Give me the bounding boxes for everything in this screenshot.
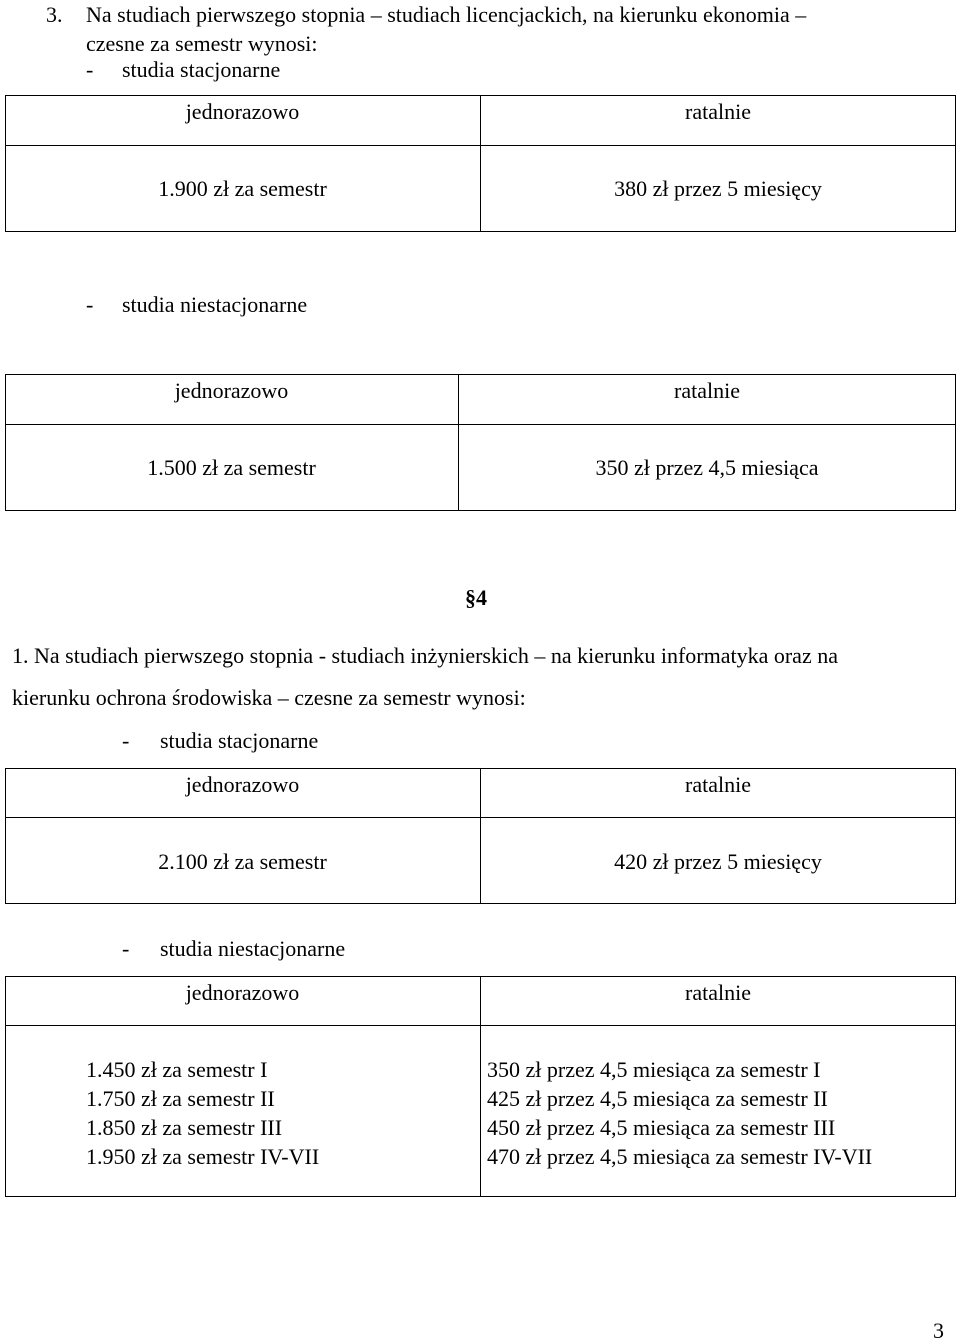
table-cell-installment-fee: 420 zł przez 5 miesięcy [614, 849, 822, 874]
table-header-one-time: jednorazowo [185, 99, 300, 124]
full-time-studies-label: studia stacjonarne [122, 57, 281, 82]
table-header-one-time: jednorazowo [185, 980, 300, 1005]
list-item: 1.450 zł za semestr I [86, 1057, 268, 1082]
table-header-installments: ratalnie [685, 772, 751, 797]
section-text-line-1: Na studiach pierwszego stopnia – studiach licencjackich, na kierunku ekonomia – [86, 2, 807, 27]
list-item: 1.950 zł za semestr IV-VII [86, 1144, 320, 1169]
table-header-installments: ratalnie [685, 99, 751, 124]
list-dash: - [122, 936, 130, 961]
table-header-one-time: jednorazowo [185, 772, 300, 797]
table-cell-one-time-fee: 1.900 zł za semestr [158, 176, 327, 201]
list-dash: - [86, 57, 94, 82]
one-time-fees-list [86, 1055, 319, 1171]
installment-fees-list [487, 1055, 872, 1171]
part-time-studies-label: studia niestacjonarne [160, 936, 346, 961]
paragraph-text-line-1: 1. Na studiach pierwszego stopnia - studiach inżynierskich – na kierunku informatyka oraz na [12, 643, 838, 668]
section-text-line-2: czesne za semestr wynosi: [86, 31, 318, 56]
table-header-installments: ratalnie [685, 980, 751, 1005]
page-number: 3 [933, 1318, 944, 1343]
table-header-installments: ratalnie [674, 378, 740, 403]
table-cell-installment-fee: 380 zł przez 5 miesięcy [614, 176, 822, 201]
list-item: 450 zł przez 4,5 miesiąca za semestr III [487, 1115, 836, 1140]
section-number: 3. [46, 2, 63, 27]
table-header-one-time: jednorazowo [174, 378, 289, 403]
paragraph-text-line-2: kierunku ochrona środowiska – czesne za semestr wynosi: [12, 685, 526, 710]
list-item: 1.850 zł za semestr III [86, 1115, 283, 1140]
list-item: 1.750 zł za semestr II [86, 1086, 275, 1111]
table-cell-installment-fee: 350 zł przez 4,5 miesiąca [595, 455, 819, 480]
table-cell-one-time-fee: 2.100 zł za semestr [158, 849, 327, 874]
list-item: 350 zł przez 4,5 miesiąca za semestr I [487, 1057, 821, 1082]
paragraph-heading: §4 [465, 585, 487, 610]
list-item: 425 zł przez 4,5 miesiąca za semestr II [487, 1086, 828, 1111]
table-cell-one-time-fee: 1.500 zł za semestr [147, 455, 316, 480]
part-time-studies-label: studia niestacjonarne [122, 292, 308, 317]
list-dash: - [122, 728, 130, 753]
list-item: 470 zł przez 4,5 miesiąca za semestr IV-VII [487, 1144, 873, 1169]
full-time-studies-label: studia stacjonarne [160, 728, 319, 753]
list-dash: - [86, 292, 94, 317]
